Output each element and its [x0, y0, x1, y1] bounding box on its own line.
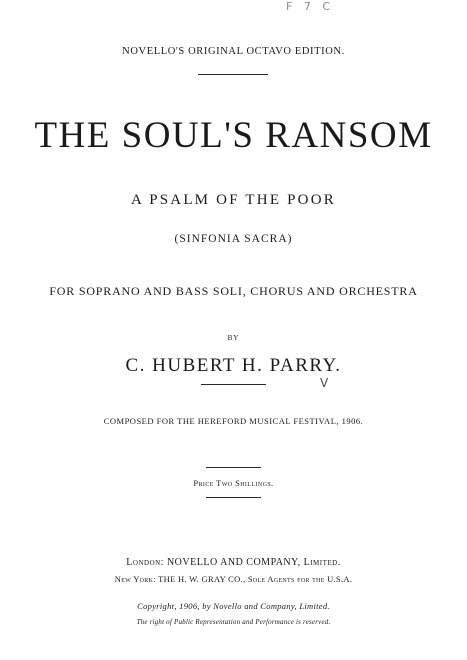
- festival-line: COMPOSED FOR THE HEREFORD MUSICAL FESTIVAL, 1906.: [103, 416, 364, 426]
- composer-name: C. HUBERT H. PARRY.: [125, 355, 342, 376]
- work-subtitle: A PSALM OF THE POOR: [131, 192, 336, 208]
- edition-line: NOVELLO'S ORIGINAL OCTAVO EDITION.: [122, 46, 345, 57]
- divider-rule: [206, 497, 261, 498]
- publisher-new-york: New York: THE H. W. GRAY CO., Sole Agents for the U.S.A.: [114, 574, 353, 584]
- divider-rule: [206, 467, 261, 468]
- handwritten-corner-mark: F 7 C: [286, 0, 334, 13]
- by-label: BY: [227, 334, 240, 342]
- price-line: Price Two Shillings.: [193, 478, 274, 488]
- scoring-line: FOR SOPRANO AND BASS SOLI, CHORUS AND ORCHESTRA: [49, 284, 418, 298]
- work-title: THE SOUL'S RANSOM: [34, 115, 433, 156]
- work-form: (SINFONIA SACRA): [174, 233, 293, 245]
- divider-rule: [198, 74, 268, 75]
- copyright-line: Copyright, 1906, by Novello and Company, Limited.: [137, 601, 330, 611]
- handwritten-check-mark: V: [320, 376, 329, 390]
- rights-line: The right of Public Representation and Performance is reserved.: [136, 618, 331, 626]
- divider-rule: [201, 384, 266, 385]
- publisher-london: London: NOVELLO AND COMPANY, Limited.: [126, 557, 341, 568]
